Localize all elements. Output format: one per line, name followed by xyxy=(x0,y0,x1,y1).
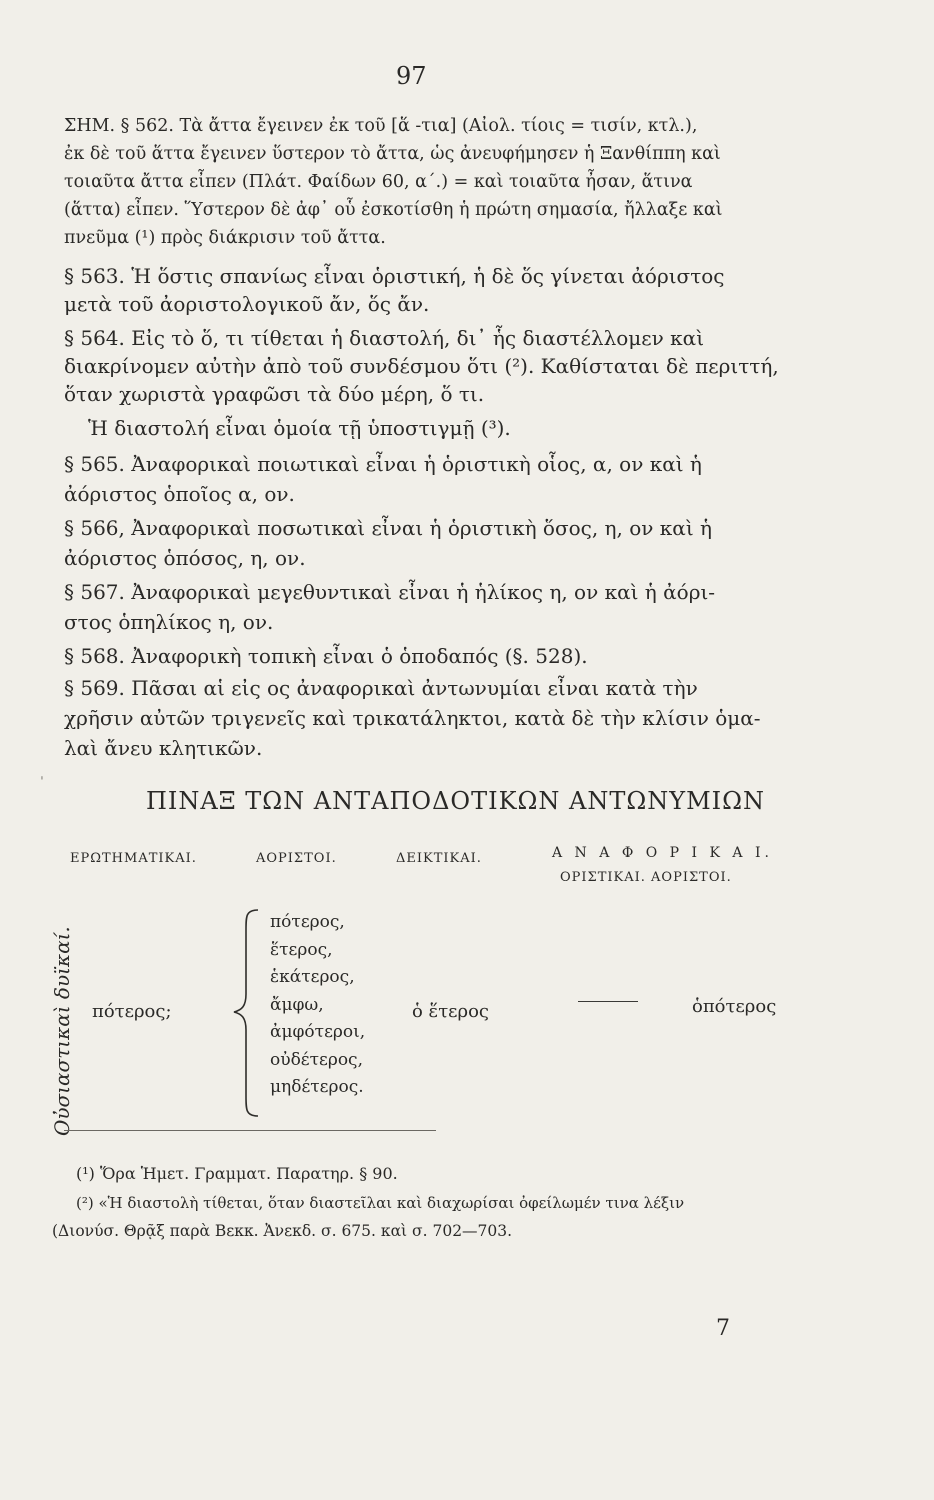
list-item: ἄμφω, xyxy=(270,994,324,1015)
page-number: 97 xyxy=(396,62,427,90)
footnote-2-line-1: (²) «Ἡ διαστολὴ τίθεται, ὅταν διαστεῖλαι καὶ διαχωρίσαι ὀφείλωμέν τινα λέξιν xyxy=(76,1194,685,1212)
text-line: § 564. Εἰς τὸ ὅ, τι τίθεται ἡ διαστολή, δι᾽ ἧς διαστέλλομεν καὶ xyxy=(64,326,705,350)
list-item: ἀμφότεροι, xyxy=(270,1022,366,1042)
text-line: πνεῦμα (¹) πρὸς διάκρισιν τοῦ ἄττα. xyxy=(64,228,386,248)
list-item: ἕτερος, xyxy=(270,939,333,960)
table-title: ΠΙΝΑΞ ΤΩΝ ΑΝΤΑΠΟΔΟΤΙΚΩΝ ΑΝΤΩΝΥΜΙΩΝ xyxy=(146,787,766,815)
text-line: § 569. Πᾶσαι αἱ εἰς ος ἀναφορικαὶ ἀντωνυμίαι εἶναι κατὰ τὴν xyxy=(64,676,698,700)
text-line: § 566, Ἀναφορικαὶ ποσωτικαὶ εἶναι ἡ ὁριστικὴ ὅσος, η, ον καὶ ἡ xyxy=(64,516,712,540)
cell-relative-indefinite: ὁπότερος xyxy=(692,996,777,1017)
text-line: στος ὁπηλίκος η, ον. xyxy=(64,610,274,634)
indefinite-list xyxy=(270,909,365,1102)
footnote-2-line-2: (Διονύσ. Θρᾷξ παρὰ Βεκκ. Ἀνεκδ. σ. 675. καὶ σ. 702—703. xyxy=(52,1222,513,1240)
footnote-1: (¹) Ὅρα Ἡμετ. Γραμματ. Παρατηρ. § 90. xyxy=(76,1164,398,1183)
text-line: Ἡ διαστολή εἶναι ὁμοία τῇ ὑποστιγμῇ (³). xyxy=(88,416,511,440)
text-line: ἀόριστος ὁποῖος α, ον. xyxy=(64,482,295,506)
text-line: ἀόριστος ὁπόσος, η, ον. xyxy=(64,546,306,570)
column-header-relative-sub: ΟΡΙΣΤΙΚΑΙ. ΑΟΡΙΣΤΟΙ. xyxy=(560,870,732,885)
text-line: § 563. Ἡ ὅστις σπανίως εἶναι ὁριστική, ἡ δὲ ὅς γίνεται ἀόριστος xyxy=(64,264,725,288)
text-line: χρῆσιν αὐτῶν τριγενεῖς καὶ τρικατάληκτοι, κατὰ δὲ τὴν κλίσιν ὁμα- xyxy=(64,706,761,730)
list-item: μηδέτερος. xyxy=(270,1077,364,1097)
text-line: τοιαῦτα ἄττα εἶπεν (Πλάτ. Φαίδων 60, α΄.) = καὶ τοιαῦτα ἦσαν, ἅτινα xyxy=(64,172,693,192)
cell-demonstrative: ὁ ἕτερος xyxy=(412,1001,490,1022)
text-line: ἐκ δὲ τοῦ ἅττα ἔγεινεν ὕστερον τὸ ἄττα, ὡς ἀνευφήμησεν ἡ Ξανθίππη καὶ xyxy=(64,144,721,164)
list-item: οὐδέτερος, xyxy=(270,1049,363,1070)
text-line: ὅταν χωριστὰ γραφῶσι τὰ δύο μέρη, ὅ τι. xyxy=(64,382,485,406)
text-line: § 565. Ἀναφορικαὶ ποιωτικαὶ εἶναι ἡ ὁριστικὴ οἷος, α, ον καὶ ἡ xyxy=(64,452,702,476)
column-header-interrogative: ΕΡΩΤΗΜΑΤΙΚΑΙ. xyxy=(70,851,197,866)
column-header-indefinite: ΑΟΡΙΣΤΟΙ. xyxy=(256,851,337,866)
column-header-relative: Α Ν Α Φ Ο Ρ Ι Κ Α Ι. xyxy=(552,845,773,861)
text-line: λαὶ ἄνευ κλητικῶν. xyxy=(64,736,263,760)
text-line: ΣΗΜ. § 562. Τὰ ἄττα ἔγεινεν ἐκ τοῦ [ἅ -τια] (Αἰολ. τίοις = τισίν, κτλ.), xyxy=(64,116,698,136)
footnote-divider xyxy=(64,1130,436,1131)
column-header-demonstrative: ΔΕΙΚΤΙΚΑΙ. xyxy=(396,851,482,866)
text-line: διακρίνομεν αὐτὴν ἀπὸ τοῦ συνδέσμου ὅτι (²). Καθίσταται δὲ περιττή, xyxy=(64,354,779,378)
row-label-dual-substantives: Οὐσιαστικαὶ δυϊκαί. xyxy=(50,926,74,1136)
list-item: πότερος, xyxy=(270,912,345,932)
print-mark: ˌ xyxy=(40,766,44,782)
text-line: μετὰ τοῦ ἀοριστολογικοῦ ἄν, ὅς ἄν. xyxy=(64,292,430,316)
signature-mark: 7 xyxy=(716,1316,730,1341)
text-line: § 567. Ἀναφορικαὶ μεγεθυντικαὶ εἶναι ἡ ἡλίκος η, ον καὶ ἡ ἀόρι- xyxy=(64,580,716,604)
curly-brace-icon xyxy=(228,906,264,1120)
list-item: ἑκάτερος, xyxy=(270,967,355,987)
cell-relative-definite-empty xyxy=(578,1001,638,1002)
text-line: (ἅττα) εἶπεν. Ὕστερον δὲ ἀφ᾽ οὗ ἐσκοτίσθη ἡ πρώτη σημασία, ἤλλαξε καὶ xyxy=(64,200,723,220)
text-line: § 568. Ἀναφορικὴ τοπικὴ εἶναι ὁ ὁποδαπός (§. 528). xyxy=(64,644,588,668)
cell-interrogative: πότερος; xyxy=(92,1001,172,1022)
